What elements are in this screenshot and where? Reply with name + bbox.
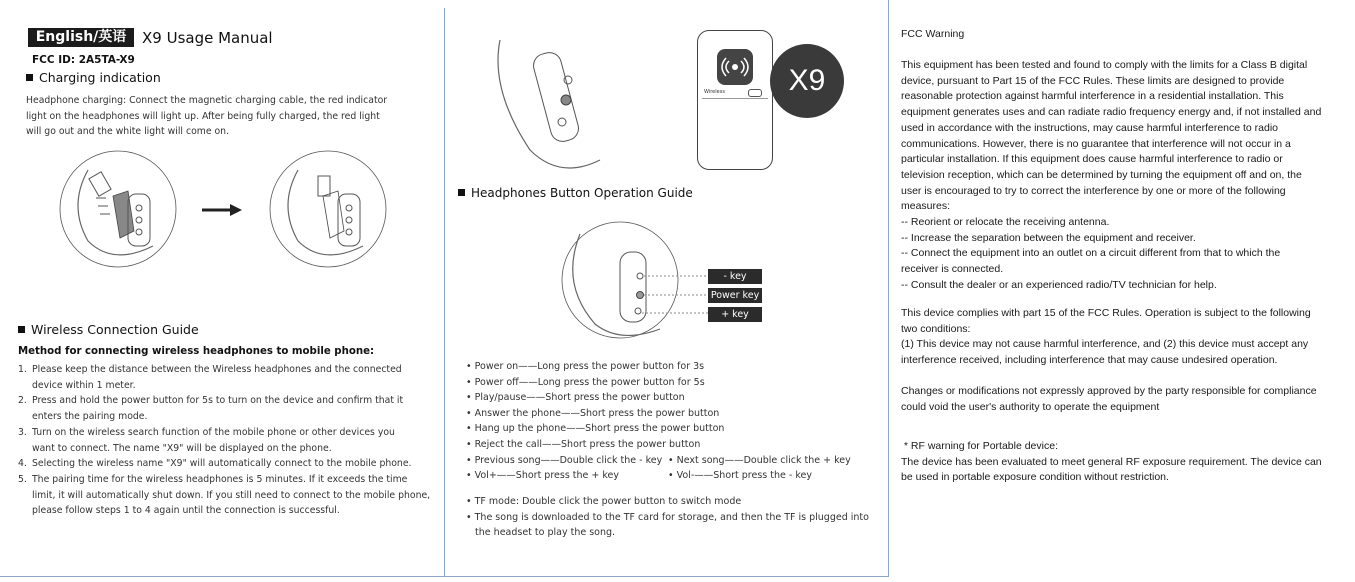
- panel-divider-1: [444, 8, 445, 576]
- square-bullet-icon: [18, 326, 25, 333]
- list-item: • Next song——Double click the + key: [668, 455, 851, 466]
- list-item: • Play/pause——Short press the power button: [466, 392, 685, 404]
- method-heading: Method for connecting wireless headphones to mobile phone:: [18, 346, 375, 357]
- phone-mockup: [697, 30, 773, 170]
- list-item: • Hang up the phone——Short press the power button: [466, 423, 725, 435]
- list-item: • Power off——Long press the power button for 5s: [466, 376, 705, 388]
- tf-notes: [466, 494, 869, 541]
- list-item: 4. Selecting the wireless name "X9" will automatically connect to the mobile phone.: [18, 458, 412, 470]
- headphone-charged-illustration: [268, 146, 388, 271]
- rf-warning: * RF warning for Portable device: The device has been evaluated to meet general RF exposure requirement. The device can be used in portable exposure condition without restriction.: [901, 440, 1322, 484]
- fcc-paragraph-1: This equipment has been tested and found to comply with the limits for a Class B digital device, pursuant to Part 15 of the FCC Rules. These limits are designed to provide reasonable protection against harmful interference in a residential installation. This equipment generates uses and can radiate radio frequency energy and, if not installed and used in accordance with the instructions, may cause harmful interference to radio communications. However, there is no guarantee that interference will not occur in a particular installation. If this equipment does cause harmful interference to radio or television reception, which can be determined by turning the equipment off and on, the user is encouraged to try to correct the interference by one or more of the following measures: -- Reorient or relocate the receiving antenna. -- Increase the separation between the equipment and receiver. -- Connect the equipment into an outlet on a circuit different from that to which the receiver is connected. -- Consult the dealer or an experienced radio/TV technician for help.: [901, 59, 1322, 291]
- connection-steps: [18, 362, 442, 519]
- fcc-warning-title: FCC Warning: [901, 28, 965, 40]
- toggle-icon: [748, 89, 762, 97]
- list-item: • Reject the call——Short press the power button: [466, 438, 701, 450]
- phone-wireless-label: Wireless: [704, 89, 725, 95]
- button-guide-heading: Headphones Button Operation Guide: [458, 186, 693, 200]
- list-item: • Previous song——Double click the - key: [466, 454, 663, 466]
- fcc-paragraph-3: Changes or modifications not expressly approved by the party responsible for compliance could void the user's authority to operate the equipment: [901, 385, 1317, 413]
- power-key-label: Power key: [708, 288, 762, 303]
- minus-key-label: - key: [708, 269, 762, 284]
- list-item: 3. Turn on the wireless search function of the mobile phone or other devices you want to connect. The name "X9" will be displayed on the phone.: [18, 426, 395, 454]
- list-item: • Answer the phone——Short press the power button: [466, 407, 720, 419]
- list-item: • Vol-——Short press the - key: [668, 470, 812, 481]
- headphone-buttons-illustration: [490, 30, 610, 180]
- wireless-heading: Wireless Connection Guide: [18, 322, 199, 337]
- button-layout-illustration: [560, 214, 710, 346]
- list-item: 1. Please keep the distance between the Wireless headphones and the connected device within 1 meter.: [18, 364, 402, 391]
- panel-bottom-border: [0, 576, 889, 577]
- headphone-charging-illustration: [58, 146, 178, 271]
- list-item: • Vol+——Short press the + key: [466, 470, 620, 482]
- list-item: • The song is downloaded to the TF card for storage, and then the TF is plugged into: [466, 511, 869, 523]
- x9-badge: X9: [770, 44, 844, 118]
- square-bullet-icon: [26, 74, 33, 81]
- panel-divider-2: [888, 0, 889, 576]
- arrow-right-icon: [200, 202, 244, 218]
- list-item: 2. Press and hold the power button for 5s to turn on the device and confirm that it enters the pairing mode.: [18, 395, 404, 423]
- square-bullet-icon: [458, 189, 465, 196]
- list-item: • Power on——Long press the power button for 3s: [466, 361, 705, 372]
- wireless-icon: [717, 49, 753, 85]
- list-item: • TF mode: Double click the power button to switch mode: [466, 496, 742, 507]
- charging-text: Headphone charging: Connect the magnetic charging cable, the red indicator light on the headphones will light up. After being fully charged, the red light will go out and the white light will come on.: [26, 95, 388, 138]
- fcc-paragraph-2: This device complies with part 15 of the FCC Rules. Operation is subject to the following two conditions: (1) This device may not cause harmful interference, and (2) this device must accept any interference received, including interference that may cause undesired operation.: [901, 307, 1311, 367]
- plus-key-label: + key: [708, 307, 762, 322]
- charging-heading: Charging indication: [26, 70, 161, 85]
- manual-title: X9 Usage Manual: [142, 29, 273, 47]
- language-badge: English/英语: [28, 28, 134, 47]
- fcc-id: FCC ID: 2A5TA-X9: [32, 54, 135, 66]
- list-item: 5. The pairing time for the wireless headphones is 5 minutes. If it exceeds the time limit, it will automatically shut down. If you still need to connect to the mobile phone, please follow steps 1 to 4 again until the connection is successful.: [18, 473, 431, 517]
- list-item: the headset to play the song.: [466, 527, 616, 539]
- divider: [702, 98, 768, 99]
